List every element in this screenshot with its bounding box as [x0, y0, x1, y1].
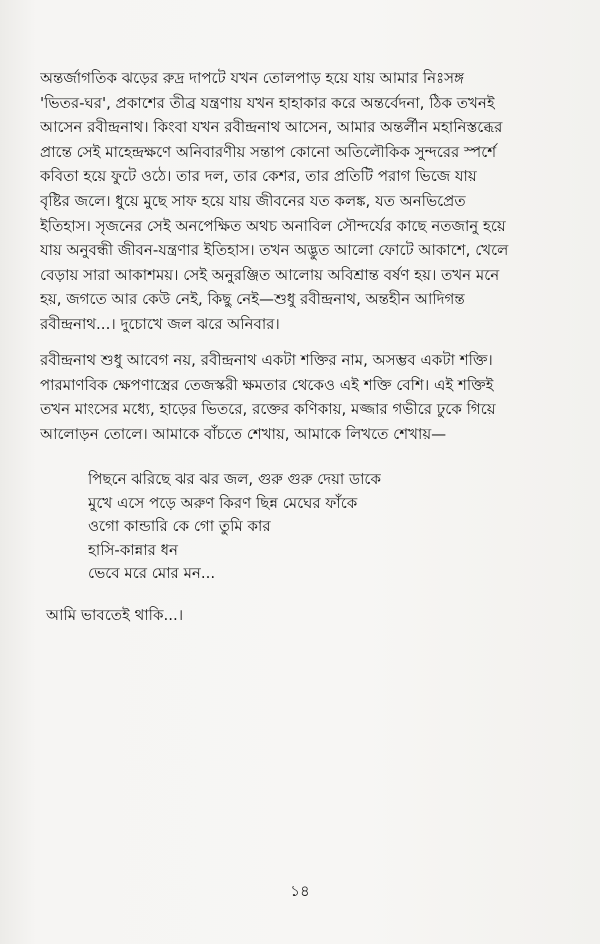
paragraph-line: বেড়ায় সারা আকাশময়। সেই অনুরঞ্জিত আলোয় অবিশ্রান্ত বর্ষণ হয়। তখন মনে	[40, 265, 500, 284]
paragraph-line: 'ভিতর-ঘর', প্রকাশের তীব্র যন্ত্রণায় যখন হাহাকার করে অন্তর্বেদনা, ঠিক তখনই	[40, 93, 495, 112]
paragraph-line: তখন মাংসের মধ্যে, হাড়ের ভিতরে, রক্তের কণিকায়, মজ্জার গভীরে ঢুকে গিয়ে	[40, 400, 496, 419]
paragraph-2	[40, 348, 568, 446]
paragraph-line: ইতিহাস। সৃজনের সেই অনপেক্ষিত অথচ অনাবিল সৌন্দর্যের কাছে নতজানু হয়ে	[40, 216, 506, 235]
closing-line: আমি ভাবতেই থাকি...।	[46, 606, 184, 624]
paragraph-line: যায় অনুবন্ধী জীবন-যন্ত্রণার ইতিহাস। তখন অদ্ভুত আলো ফোটে আকাশে, খেলে	[40, 241, 509, 260]
paragraph-line: আলোড়ন তোলে। আমাকে বাঁচতে শেখায়, আমাকে লিখতে শেখায়—	[40, 424, 447, 443]
paragraph-line: রবীন্দ্রনাথ...। দুচোখে জল ঝরে অনিবার।	[40, 314, 280, 333]
paragraph-1	[40, 66, 568, 337]
poem-line: ওগো কান্ডারি কে গো তুমি কার	[88, 517, 271, 535]
paragraph-line: কবিতা হয়ে ফুটে ওঠে। তার দল, তার কেশর, তার প্রতিটি পরাগ ভিজে যায়	[40, 167, 477, 186]
poem-line: হাসি-কান্নার ধন	[88, 540, 178, 559]
paragraph-line: পারমাণবিক ক্ষেপণাস্ত্রের তেজস্করী ক্ষমতার থেকেও এই শক্তি বেশি। এই শক্তিই	[40, 375, 494, 394]
paragraph-line: রবীন্দ্রনাথ শুধু আবেগ নয়, রবীন্দ্রনাথ একটা শক্তির নাম, অসম্ভব একটা শক্তি।	[40, 351, 493, 369]
poem-quote	[88, 468, 381, 586]
paragraph-line: বৃষ্টির জলে। ধুয়ে মুছে সাফ হয়ে যায় জীবনের যত কলঙ্ক, যত অনভিপ্রেত	[40, 191, 466, 210]
paragraph-line: প্রান্তে সেই মাহেন্দ্রক্ষণে অনিবারণীয় সন্তাপ কোনো অতিলৌকিক সুন্দরের স্পর্শে	[40, 142, 497, 161]
page-number: ১৪	[290, 882, 310, 900]
poem-line: মুখে এসে পড়ে অরুণ কিরণ ছিন্ন মেঘের ফাঁকে	[88, 493, 358, 512]
poem-line: ভেবে মরে মোর মন...	[88, 564, 216, 582]
poem-line: পিছনে ঝরিছে ঝর ঝর জল, গুরু গুরু দেয়া ডাকে	[88, 470, 381, 488]
paragraph-line: হয়, জগতে আর কেউ নেই, কিছু নেই—শুধু রবীন্দ্রনাথ, অন্তহীন আদিগন্ত	[40, 290, 465, 309]
paragraph-line: আসেন রবীন্দ্রনাথ। কিংবা যখন রবীন্দ্রনাথ আসেন, আমার অন্তর্লীন মহানিস্তব্ধের	[40, 118, 503, 137]
paragraph-line: অন্তর্জাগতিক ঝড়ের রুদ্র দাপটে যখন তোলপাড় হয়ে যায় আমার নিঃসঙ্গ	[40, 69, 464, 87]
